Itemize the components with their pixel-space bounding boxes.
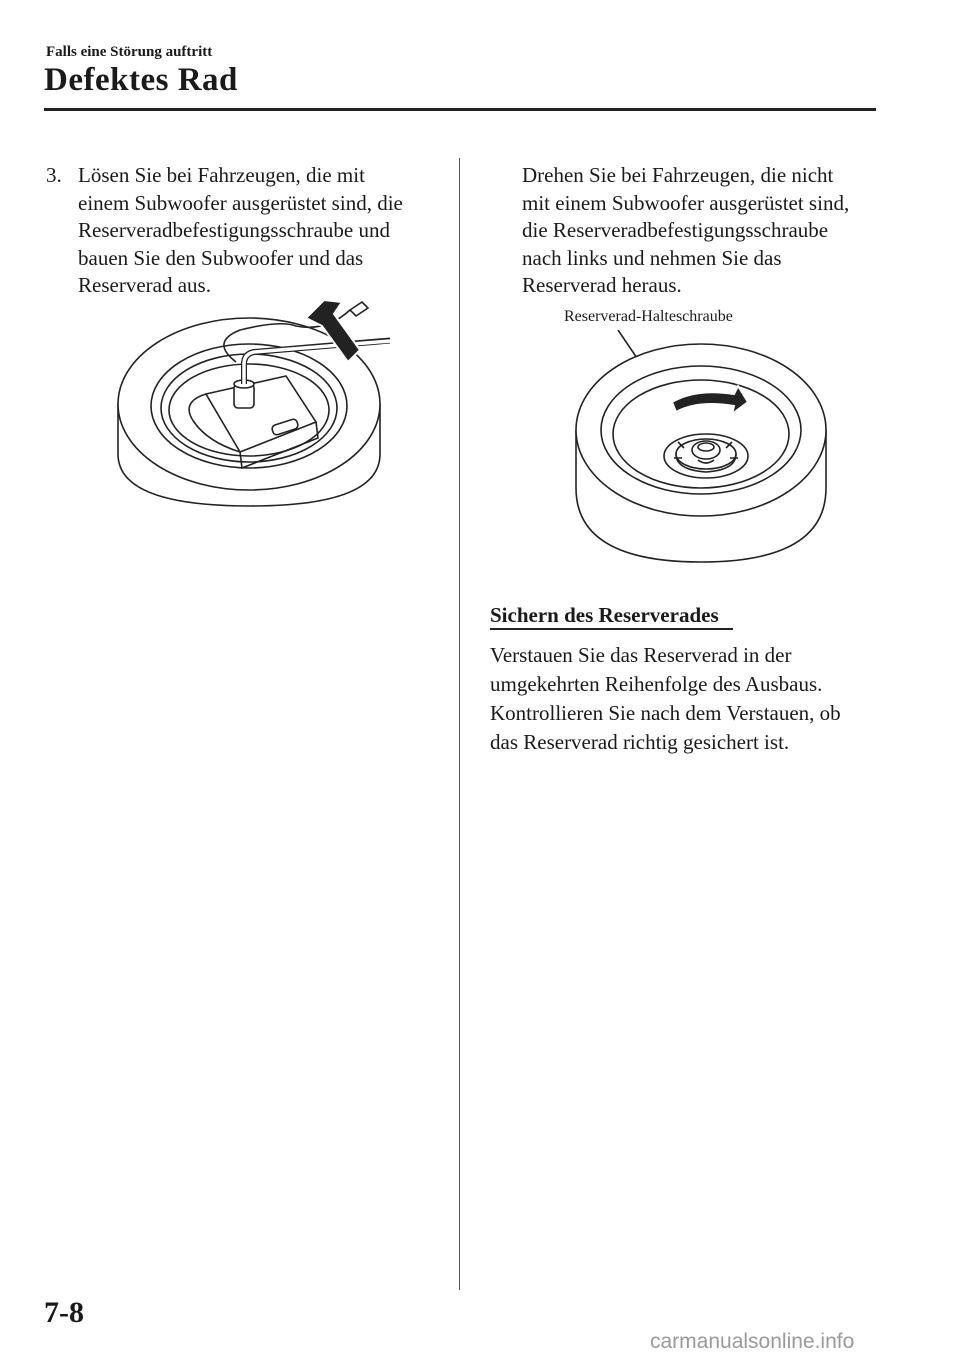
storage-instruction (490, 641, 880, 757)
right-line: die Reserveradbefestigungsschraube (522, 218, 829, 242)
step-line: Lösen Sie bei Fahrzeugen, die mit (78, 163, 365, 187)
subheading: Sichern des Reserverades (490, 603, 719, 627)
subheading-rule (490, 628, 733, 630)
step-line: bauen Sie den Subwoofer und das (78, 245, 364, 270)
right-line: Drehen Sie bei Fahrzeugen, die nicht (522, 163, 834, 187)
storage-line: das Reserverad richtig gesichert ist. (490, 730, 790, 754)
storage-line: umgekehrten Reihenfolge des Ausbaus. (490, 672, 823, 696)
spare-tire-subwoofer-illustration (110, 292, 390, 522)
figure-label: Reserverad-Halteschraube (564, 308, 733, 325)
spare-tire-bolt-illustration (566, 330, 836, 570)
step-line: einem Subwoofer ausgerüstet sind, die (78, 190, 403, 215)
right-line: Reserverad heraus. (522, 273, 682, 297)
step-line: Reserveradbefestigungsschraube und (78, 218, 390, 242)
step-text (78, 162, 446, 300)
header-section-label: Falls eine Störung auftritt (46, 44, 213, 60)
storage-line: Verstauen Sie das Reserverad in der (490, 643, 792, 667)
watermark: carmanualsonline.info (650, 1330, 855, 1353)
storage-line: Kontrollieren Sie nach dem Verstauen, ob (490, 701, 841, 725)
right-line: mit einem Subwoofer ausgerüstet sind, (522, 190, 850, 215)
header-rule (44, 108, 876, 111)
step-3 (46, 162, 446, 300)
column-divider (459, 158, 460, 1290)
page-number: 7-8 (44, 1296, 84, 1329)
step-number: 3. (46, 163, 62, 187)
right-instruction (522, 162, 882, 300)
step-line: Reserverad aus. (78, 273, 211, 297)
right-line: nach links und nehmen Sie das (522, 245, 782, 270)
page-title: Defektes Rad (44, 62, 238, 98)
